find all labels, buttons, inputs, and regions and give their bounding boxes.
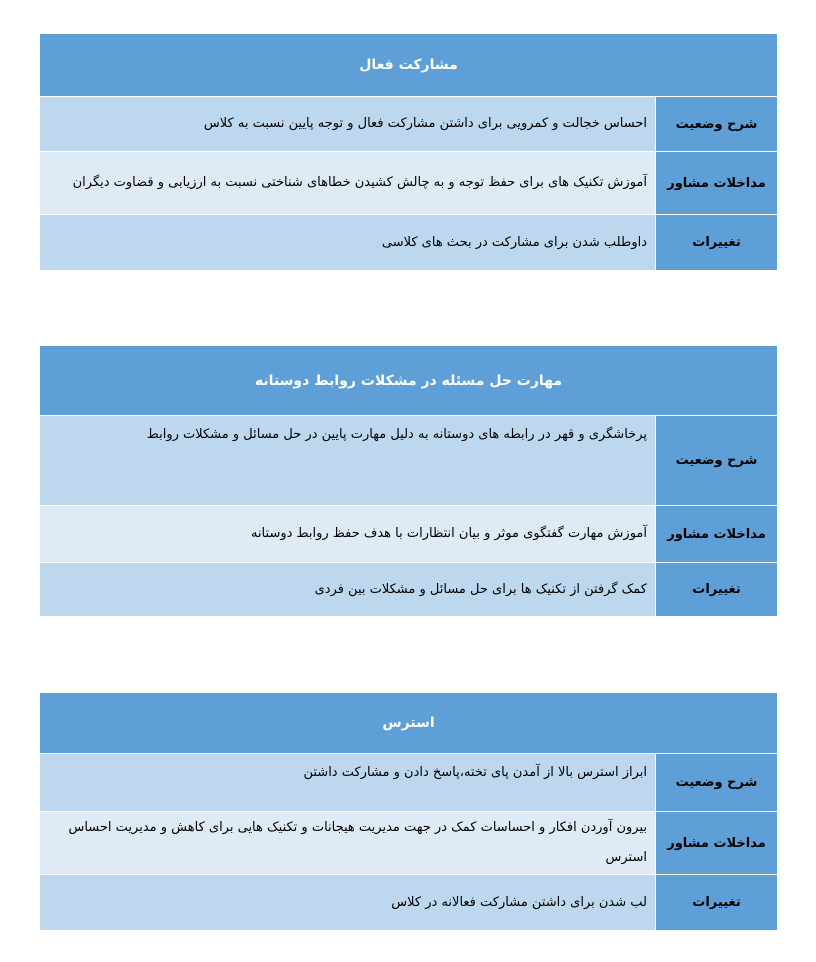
table-row xyxy=(40,416,777,506)
row-text-content: پرخاشگری و قهر در رابطه های دوستانه به دلیل مهارت پایین در حل مسائل و مشکلات روابط xyxy=(146,427,647,442)
row-text xyxy=(40,875,655,930)
row-label: تغییرات xyxy=(655,215,777,270)
row-label: مداخلات مشاور xyxy=(655,506,777,562)
table-row xyxy=(40,754,777,812)
table-row xyxy=(40,97,777,152)
row-text-content: آموزش تکنیک های برای حفظ توجه و به چالش کشیدن خطاهای شناختی نسبت به ارزیابی و قضاوت دیگران xyxy=(72,175,647,190)
row-text xyxy=(40,215,655,270)
table-row xyxy=(40,875,777,930)
table-title: مهارت حل مسئله در مشکلات روابط دوستانه xyxy=(40,346,777,416)
table-row xyxy=(40,563,777,616)
row-text-content: آموزش مهارت گفتگوی موثر و بیان انتظارات با هدف حفظ روابط دوستانه xyxy=(250,526,647,541)
row-text-content: ابراز استرس بالا از آمدن پای تخته،پاسخ دادن و مشارکت داشتن xyxy=(303,765,647,780)
row-label: مداخلات مشاور xyxy=(655,812,777,874)
table-stress xyxy=(40,693,777,930)
row-text xyxy=(40,416,655,505)
table-row xyxy=(40,152,777,215)
row-text xyxy=(40,152,655,214)
row-text-content: داوطلب شدن برای مشارکت در بحث های کلاسی xyxy=(381,234,647,250)
row-text xyxy=(40,563,655,616)
table-friendship-problem-solving xyxy=(40,346,777,616)
table-active-participation xyxy=(40,34,777,270)
row-label: شرح وضعیت xyxy=(655,416,777,505)
row-text xyxy=(40,754,655,811)
row-label: تغییرات xyxy=(655,563,777,616)
row-label: شرح وضعیت xyxy=(655,97,777,151)
row-text xyxy=(40,812,655,874)
row-text-content: احساس خجالت و کمرویی برای داشتن مشارکت فعال و توجه پایین نسبت به کلاس xyxy=(203,116,647,131)
table-row xyxy=(40,812,777,875)
row-label: شرح وضعیت xyxy=(655,754,777,811)
row-text-content: کمک گرفتن از تکنیک ها برای حل مسائل و مشکلات بین فردی xyxy=(314,581,647,597)
row-label: تغییرات xyxy=(655,875,777,930)
row-text-content: لب شدن برای داشتن مشارکت فعالانه در کلاس xyxy=(391,894,647,910)
table-title: استرس xyxy=(40,693,777,754)
row-text xyxy=(40,97,655,151)
table-row xyxy=(40,215,777,270)
table-title: مشارکت فعال xyxy=(40,34,777,97)
row-label: مداخلات مشاور xyxy=(655,152,777,214)
row-text xyxy=(40,506,655,562)
table-row xyxy=(40,506,777,563)
row-text-content: بیرون آوردن افکار و احساسات کمک در جهت مدیریت هیجانات و تکنیک هایی برای کاهش و مدیریت احساس استرس xyxy=(68,820,647,865)
